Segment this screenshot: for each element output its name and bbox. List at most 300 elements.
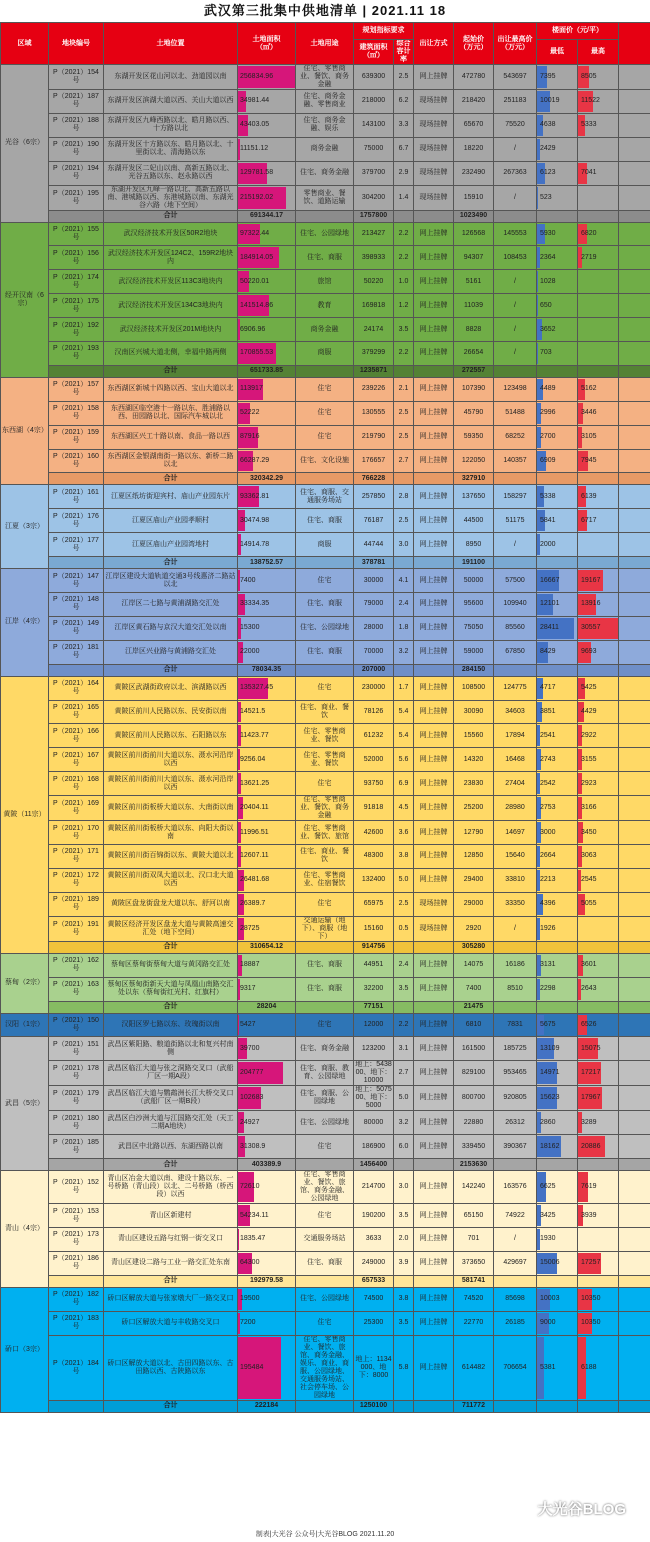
floor-price-low-value: 14971 — [540, 1069, 560, 1077]
subtotal-empty — [578, 210, 619, 222]
max-price: 108453 — [494, 246, 537, 270]
start-price: 373650 — [454, 1251, 494, 1275]
floor-price-low-cell — [537, 640, 578, 664]
start-price: 829100 — [454, 1061, 494, 1086]
subtotal-row — [1, 557, 650, 569]
floor-price-high-value — [578, 541, 581, 548]
land-area-cell — [238, 953, 296, 977]
subtotal-empty — [296, 210, 354, 222]
subtotal-empty — [494, 210, 537, 222]
build-area: 70000 — [354, 640, 394, 664]
blank-cell — [619, 796, 650, 821]
plot-ratio: 4.5 — [394, 796, 414, 821]
land-area-value: 135327.45 — [240, 684, 274, 692]
sale-method: 网上挂牌 — [414, 65, 454, 90]
subtotal-empty — [49, 1001, 104, 1013]
floor-price-low-cell — [537, 113, 578, 137]
table-row — [1, 1335, 650, 1400]
parcel-code: P（2021）193号 — [49, 342, 104, 366]
floor-price-low-value: 28411 — [540, 624, 559, 632]
parcel-location: 东西湖区新城十四路以西、宝山大道以北 — [104, 377, 238, 401]
plot-ratio: 3.2 — [394, 640, 414, 664]
floor-price-low-cell — [537, 222, 578, 246]
region-cell: 东西湖（4宗） — [1, 377, 49, 485]
start-price: 8828 — [454, 318, 494, 342]
floor-price-high-value: 6717 — [581, 516, 597, 524]
parcel-code: P（2021）158号 — [49, 401, 104, 425]
subtotal-start: 2153630 — [454, 1159, 494, 1171]
max-price: / — [494, 916, 537, 941]
table-row — [1, 640, 650, 664]
table-row — [1, 1171, 650, 1204]
land-area-value: 97322.44 — [240, 230, 270, 237]
subtotal-empty — [619, 1159, 650, 1171]
parcel-location: 东湖开发区滨湖大道以西、关山大道以西 — [104, 90, 238, 114]
max-price: 429697 — [494, 1251, 537, 1275]
land-use: 住宅、商服 — [296, 593, 354, 617]
build-area: 42600 — [354, 821, 394, 845]
sale-method: 网上挂牌 — [414, 377, 454, 401]
max-price: 15640 — [494, 845, 537, 869]
table-row — [1, 772, 650, 796]
subtotal-empty — [394, 1159, 414, 1171]
land-table-body — [1, 65, 650, 1413]
floor-price-low-value: 2429 — [540, 145, 556, 153]
blank-cell — [619, 485, 650, 509]
table-row — [1, 246, 650, 270]
build-area: 257850 — [354, 485, 394, 509]
blank-cell — [619, 953, 650, 977]
build-area: 143100 — [354, 113, 394, 137]
build-area: 75000 — [354, 137, 394, 161]
subtotal-row — [1, 1159, 650, 1171]
parcel-code: P（2021）155号 — [49, 222, 104, 246]
parcel-location: 东湖开发区花山河以北、劲道园以南 — [104, 65, 238, 90]
start-price: 65670 — [454, 113, 494, 137]
floor-price-low-value: 6123 — [540, 169, 556, 177]
start-price: 232490 — [454, 161, 494, 185]
table-row — [1, 1086, 650, 1111]
land-area-value: 20404.11 — [240, 804, 269, 812]
floor-price-high-value — [578, 349, 581, 356]
blank-cell — [619, 161, 650, 185]
blank-cell — [619, 294, 650, 318]
land-area-value: 34981.44 — [240, 97, 270, 105]
floor-price-high-cell — [578, 137, 619, 161]
table-row — [1, 845, 650, 869]
parcel-code: P（2021）150号 — [49, 1013, 104, 1037]
subtotal-row — [1, 1275, 650, 1287]
wechat-icon — [516, 1502, 534, 1516]
floor-price-high-cell — [578, 342, 619, 366]
floor-price-low-value: 12101 — [540, 600, 560, 608]
floor-price-low-cell — [537, 449, 578, 473]
subtotal-start: 191100 — [454, 557, 494, 569]
subtotal-start: 21475 — [454, 1001, 494, 1013]
land-area-cell — [238, 185, 296, 210]
sale-method: 网上挂牌 — [414, 1311, 454, 1335]
build-area: 24174 — [354, 318, 394, 342]
floor-price-low-value: 9000 — [540, 1319, 556, 1327]
plot-ratio: 3.8 — [394, 1287, 414, 1311]
land-use: 住宅、商服、交通服务场站 — [296, 485, 354, 509]
build-area: 50220 — [354, 270, 394, 294]
land-use: 住宅、商服、公园绿地 — [296, 1086, 354, 1111]
max-price: 267363 — [494, 161, 537, 185]
start-price: 26654 — [454, 342, 494, 366]
floor-price-low-cell — [537, 509, 578, 533]
table-row — [1, 485, 650, 509]
parcel-location: 青山区建设五路与红钢一街交叉口 — [104, 1227, 238, 1251]
build-area: 219790 — [354, 425, 394, 449]
parcel-location: 武昌区紫阳路、粮道街路以北和复兴村南侧 — [104, 1037, 238, 1061]
land-area-value: 15300 — [240, 624, 260, 632]
table-row — [1, 796, 650, 821]
plot-ratio: 3.5 — [394, 1204, 414, 1228]
max-price: / — [494, 318, 537, 342]
subtotal-build: 657533 — [354, 1275, 394, 1287]
parcel-location: 黄陂区前川街前川大道以东、滠水河沿岸以西 — [104, 772, 238, 796]
subtotal-label: 合计 — [104, 664, 238, 676]
sale-method: 网上挂牌 — [414, 1037, 454, 1061]
subtotal-empty — [578, 365, 619, 377]
subtotal-empty — [49, 941, 104, 953]
build-area: 230000 — [354, 676, 394, 700]
floor-price-low-cell — [537, 1135, 578, 1159]
table-row — [1, 222, 650, 246]
region-cell: 汉阳（1宗） — [1, 1013, 49, 1037]
plot-ratio: 2.4 — [394, 953, 414, 977]
parcel-location: 黄陂区经济开发区盘龙大道与黄陂高速交汇处（地下空间） — [104, 916, 238, 941]
plot-ratio: 5.6 — [394, 748, 414, 772]
start-price: 18220 — [454, 137, 494, 161]
parcel-code: P（2021）167号 — [49, 748, 104, 772]
floor-price-low-value: 2743 — [540, 755, 556, 763]
floor-price-high-cell — [578, 1251, 619, 1275]
subtotal-empty — [394, 1275, 414, 1287]
plot-ratio: 3.3 — [394, 113, 414, 137]
floor-price-high-cell — [578, 1287, 619, 1311]
floor-price-high-value — [578, 1235, 581, 1242]
blank-cell — [619, 246, 650, 270]
blank-cell — [619, 425, 650, 449]
floor-price-low-cell — [537, 724, 578, 748]
floor-price-low-value: 3425 — [540, 1211, 556, 1219]
header-planning: 规划指标要求 — [354, 23, 414, 40]
land-area-cell — [238, 772, 296, 796]
subtotal-empty — [619, 664, 650, 676]
max-price: 706654 — [494, 1335, 537, 1400]
land-area-cell — [238, 1135, 296, 1159]
build-area: 91818 — [354, 796, 394, 821]
table-row — [1, 509, 650, 533]
land-area-cell — [238, 533, 296, 557]
blank-cell — [619, 868, 650, 892]
plot-ratio: 3.9 — [394, 1251, 414, 1275]
start-price: 11039 — [454, 294, 494, 318]
land-use: 交通服务场站 — [296, 1227, 354, 1251]
start-price: 107390 — [454, 377, 494, 401]
land-use: 住宅、商服 — [296, 640, 354, 664]
floor-price-high-value: 20886 — [581, 1142, 601, 1150]
sale-method: 网上挂牌 — [414, 1061, 454, 1086]
floor-price-high-value: 6188 — [581, 1363, 597, 1371]
start-price: 15560 — [454, 724, 494, 748]
subtotal-empty — [494, 1400, 537, 1412]
sale-method: 网上挂牌 — [414, 640, 454, 664]
floor-price-low-cell — [537, 1171, 578, 1204]
subtotal-start: 327910 — [454, 473, 494, 485]
land-use: 住宅、商服 — [296, 246, 354, 270]
subtotal-row — [1, 473, 650, 485]
parcel-location: 武昌区临江大道与鹦鹉洲长江大桥交叉口（武船厂区一期B段） — [104, 1086, 238, 1111]
table-row — [1, 821, 650, 845]
floor-price-low-value: 7395 — [540, 73, 556, 80]
floor-price-high-value: 5055 — [581, 900, 597, 908]
subtotal-empty — [394, 365, 414, 377]
blank-cell — [619, 748, 650, 772]
table-row — [1, 425, 650, 449]
header-area: 土地面积 （㎡） — [238, 23, 296, 65]
floor-price-low-cell — [537, 953, 578, 977]
max-price: 145553 — [494, 222, 537, 246]
floor-price-high-value — [578, 145, 581, 152]
floor-price-low-value: 6909 — [540, 457, 556, 465]
header-location: 土地位置 — [104, 23, 238, 65]
start-price: 2920 — [454, 916, 494, 941]
parcel-location: 武汉经济技术开发区113C3地块内 — [104, 270, 238, 294]
build-area: 304200 — [354, 185, 394, 210]
build-area: 44744 — [354, 533, 394, 557]
parcel-code: P（2021）190号 — [49, 137, 104, 161]
plot-ratio: 2.2 — [394, 1013, 414, 1037]
start-price: 59000 — [454, 640, 494, 664]
build-area: 176657 — [354, 449, 394, 473]
max-price: 75520 — [494, 113, 537, 137]
land-area-value: 215192.02 — [240, 193, 274, 201]
floor-price-high-cell — [578, 1037, 619, 1061]
blank-cell — [619, 377, 650, 401]
land-use: 教育 — [296, 294, 354, 318]
floor-price-high-cell — [578, 246, 619, 270]
subtotal-empty — [537, 1159, 578, 1171]
land-area-cell — [238, 1061, 296, 1086]
start-price: 339450 — [454, 1135, 494, 1159]
plot-ratio: 2.8 — [394, 485, 414, 509]
floor-price-low-value: 13109 — [540, 1044, 560, 1052]
start-price: 126568 — [454, 222, 494, 246]
subtotal-empty — [537, 1001, 578, 1013]
table-row — [1, 593, 650, 617]
floor-price-high-value — [578, 302, 581, 309]
subtotal-empty — [619, 210, 650, 222]
floor-price-high-value: 3601 — [581, 961, 597, 969]
sale-method: 网上挂牌 — [414, 1086, 454, 1111]
table-row — [1, 449, 650, 473]
subtotal-build: 914756 — [354, 941, 394, 953]
parcel-code: P（2021）173号 — [49, 1227, 104, 1251]
floor-price-low-cell — [537, 845, 578, 869]
floor-price-low-cell — [537, 1013, 578, 1037]
sale-method: 网上挂牌 — [414, 1171, 454, 1204]
floor-price-low-cell — [537, 1227, 578, 1251]
floor-price-low-cell — [537, 868, 578, 892]
land-use: 住宅 — [296, 425, 354, 449]
parcel-location: 汉阳区罗七路以东、玫瑰街以南 — [104, 1013, 238, 1037]
floor-price-high-cell — [578, 1311, 619, 1335]
land-area-cell — [238, 425, 296, 449]
subtotal-row — [1, 1400, 650, 1412]
plot-ratio: 0.5 — [394, 916, 414, 941]
subtotal-row — [1, 1001, 650, 1013]
table-row — [1, 1227, 650, 1251]
land-use: 住宅、商务金融 — [296, 161, 354, 185]
table-row — [1, 676, 650, 700]
parcel-location: 武汉经济技术开发区201M地块内 — [104, 318, 238, 342]
sale-method: 网上挂牌 — [414, 593, 454, 617]
floor-price-low-cell — [537, 977, 578, 1001]
floor-price-low-value: 1926 — [540, 924, 556, 932]
blank-cell — [619, 1251, 650, 1275]
blank-cell — [619, 113, 650, 137]
table-row — [1, 700, 650, 724]
floor-price-low-value: 2000 — [540, 540, 556, 548]
parcel-location: 黄陂区前川街前川大道以东、滠水河沿岸以西 — [104, 748, 238, 772]
subtotal-empty — [537, 473, 578, 485]
floor-price-low-value: 2860 — [540, 1118, 556, 1126]
plot-ratio: 5.0 — [394, 868, 414, 892]
sale-method: 网上挂牌 — [414, 318, 454, 342]
region-cell: 江岸（4宗） — [1, 569, 49, 677]
land-area-value: 11423.77 — [240, 731, 269, 739]
start-price: 45790 — [454, 401, 494, 425]
subtotal-start: 1023490 — [454, 210, 494, 222]
floor-price-low-value: 3131 — [540, 961, 556, 969]
header-code: 地块编号 — [49, 23, 104, 65]
sale-method: 网上挂牌 — [414, 294, 454, 318]
sale-method: 网上挂牌 — [414, 425, 454, 449]
floor-price-high-cell — [578, 1111, 619, 1135]
land-area-cell — [238, 916, 296, 941]
floor-price-low-cell — [537, 485, 578, 509]
plot-ratio: 5.0 — [394, 1086, 414, 1111]
max-price: 57500 — [494, 569, 537, 593]
start-price: 14075 — [454, 953, 494, 977]
table-row — [1, 342, 650, 366]
parcel-code: P（2021）169号 — [49, 796, 104, 821]
plot-ratio: 1.8 — [394, 616, 414, 640]
sale-method: 网上挂牌 — [414, 449, 454, 473]
floor-price-low-value: 3652 — [540, 325, 556, 333]
start-price: 75050 — [454, 616, 494, 640]
subtotal-empty — [494, 664, 537, 676]
parcel-code: P（2021）171号 — [49, 845, 104, 869]
floor-price-high-value: 6526 — [581, 1020, 597, 1028]
land-area-cell — [238, 1335, 296, 1400]
subtotal-row — [1, 210, 650, 222]
sale-method: 网上挂牌 — [414, 1111, 454, 1135]
build-area: 地上：1134000、地下：8000 — [354, 1335, 394, 1400]
land-area-cell — [238, 65, 296, 90]
start-price: 12790 — [454, 821, 494, 845]
table-row — [1, 533, 650, 557]
start-price: 59350 — [454, 425, 494, 449]
start-price: 22770 — [454, 1311, 494, 1335]
max-price: 34603 — [494, 700, 537, 724]
subtotal-empty — [49, 1159, 104, 1171]
header-region: 区域 — [1, 23, 49, 65]
floor-price-high-value: 7619 — [581, 1183, 597, 1191]
floor-price-high-cell — [578, 748, 619, 772]
parcel-location: 江夏区庙山产业园湾地村 — [104, 533, 238, 557]
parcel-code: P（2021）192号 — [49, 318, 104, 342]
plot-ratio: 2.7 — [394, 1061, 414, 1086]
sale-method: 网上挂牌 — [414, 724, 454, 748]
land-area-value: 30474.98 — [240, 516, 270, 524]
floor-price-high-value: 2545 — [581, 876, 597, 884]
header-lowest: 最低 — [537, 40, 578, 65]
land-area-cell — [238, 113, 296, 137]
build-area: 249000 — [354, 1251, 394, 1275]
subtotal-empty — [537, 1400, 578, 1412]
floor-price-low-cell — [537, 593, 578, 617]
floor-price-high-value: 2719 — [581, 253, 597, 261]
parcel-code: P（2021）162号 — [49, 953, 104, 977]
land-area-value: 102683 — [240, 1094, 264, 1102]
land-area-cell — [238, 1287, 296, 1311]
land-use: 交通运输（地下）、商服（地下） — [296, 916, 354, 941]
subtotal-empty — [394, 1400, 414, 1412]
floor-price-low-cell — [537, 90, 578, 114]
floor-price-high-value: 13916 — [581, 600, 601, 608]
plot-ratio: 2.9 — [394, 161, 414, 185]
plot-ratio: 2.5 — [394, 401, 414, 425]
parcel-location: 江夏区庙山产业园孝顺村 — [104, 509, 238, 533]
subtotal-start: 272557 — [454, 365, 494, 377]
sale-method: 网上挂牌 — [414, 1135, 454, 1159]
blank-cell — [619, 1171, 650, 1204]
subtotal-empty — [296, 473, 354, 485]
plot-ratio: 6.7 — [394, 137, 414, 161]
floor-price-low-cell — [537, 1311, 578, 1335]
land-area-cell — [238, 616, 296, 640]
land-area-value: 1835.47 — [240, 1235, 266, 1243]
land-area-cell — [238, 485, 296, 509]
sale-method: 现场挂牌 — [414, 90, 454, 114]
parcel-code: P（2021）179号 — [49, 1086, 104, 1111]
floor-price-high-value: 3446 — [581, 409, 597, 417]
land-use: 住宅、商务金融、零售商业 — [296, 90, 354, 114]
plot-ratio: 1.2 — [394, 294, 414, 318]
land-use: 住宅、公园绿地 — [296, 222, 354, 246]
subtotal-start: 711772 — [454, 1400, 494, 1412]
land-area-value: 54234.11 — [240, 1211, 269, 1219]
land-area-value: 141514.86 — [240, 301, 274, 309]
floor-price-low-value: 5675 — [540, 1020, 556, 1028]
max-price: 123498 — [494, 377, 537, 401]
land-use: 住宅、商服、教育、公园绿地 — [296, 1061, 354, 1086]
blank-cell — [619, 1335, 650, 1400]
floor-price-high-cell — [578, 724, 619, 748]
parcel-location: 青山区新建村 — [104, 1204, 238, 1228]
start-price: 74520 — [454, 1287, 494, 1311]
floor-price-high-cell — [578, 509, 619, 533]
subtotal-empty — [494, 941, 537, 953]
max-price: 51175 — [494, 509, 537, 533]
floor-price-high-value: 2643 — [581, 985, 597, 993]
land-area-value: 9256.04 — [240, 755, 266, 763]
floor-price-low-cell — [537, 401, 578, 425]
